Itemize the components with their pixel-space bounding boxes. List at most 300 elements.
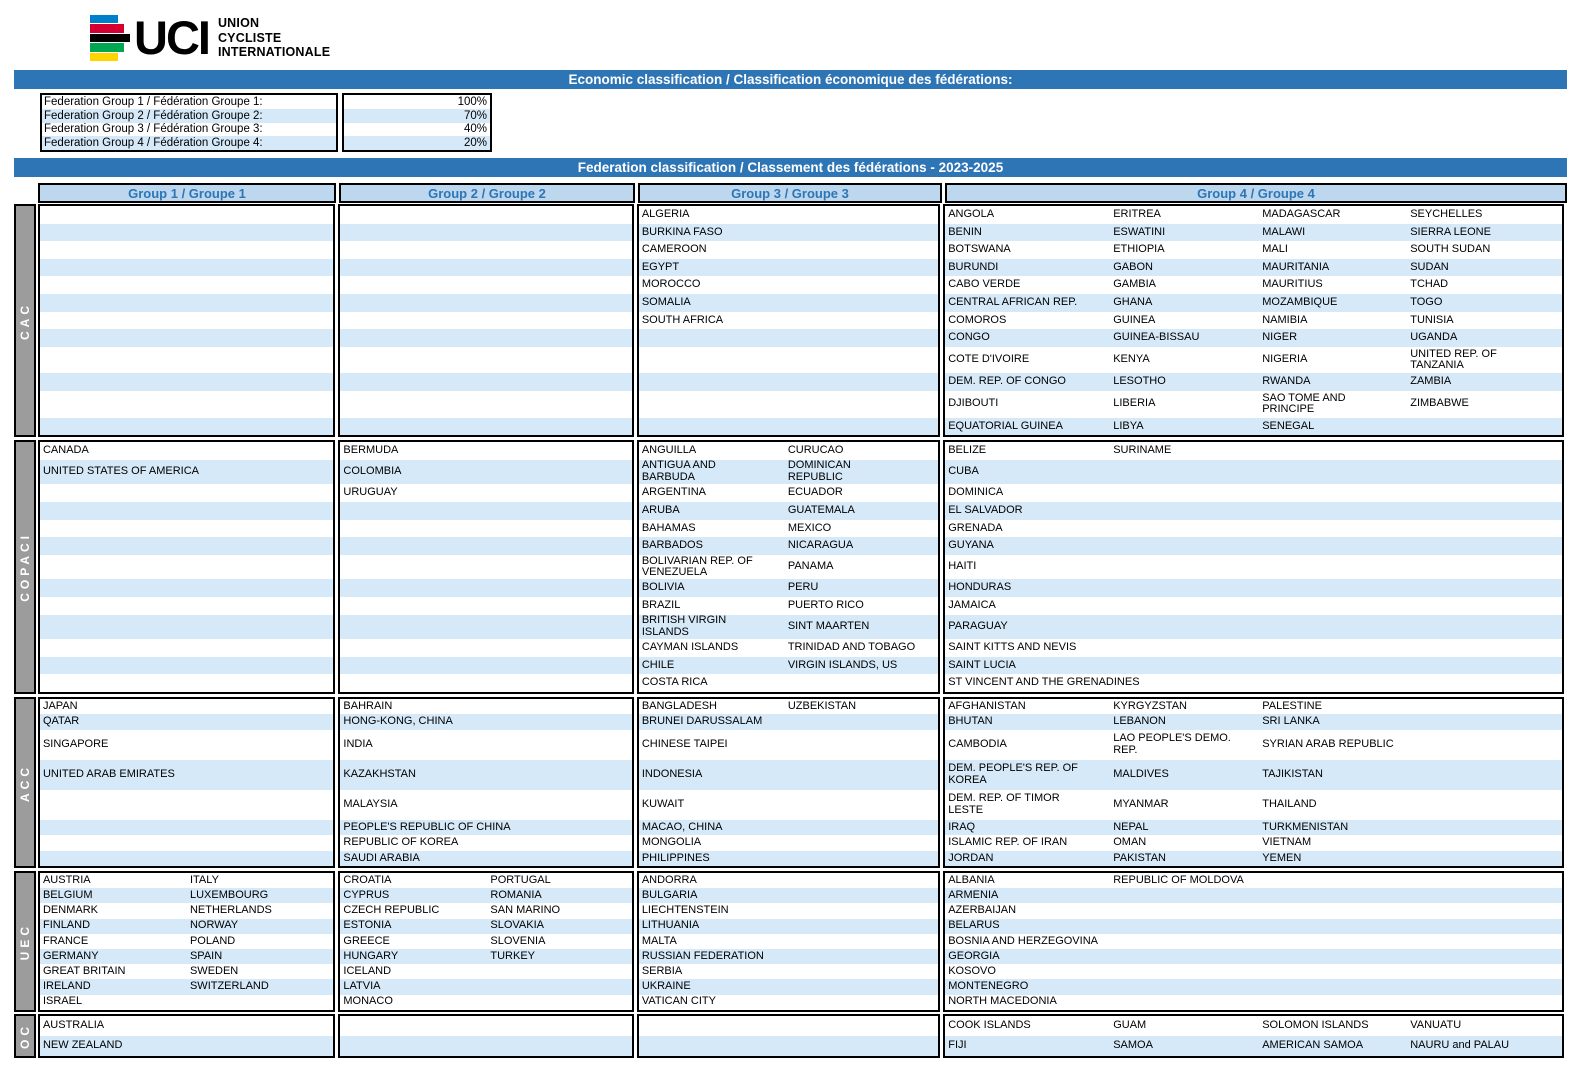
economic-row-label: Federation Group 4 / Fédération Groupe 4: xyxy=(42,136,336,150)
federation-row xyxy=(639,730,938,760)
federation-row xyxy=(945,903,1562,918)
country-cell: LIECHTENSTEIN xyxy=(641,904,729,917)
country-cell: GUYANA xyxy=(948,539,994,552)
group-2-header: Group 2 / Groupe 2 xyxy=(339,183,635,203)
federation-row xyxy=(40,259,333,277)
federation-row xyxy=(40,329,333,347)
country-cell: SWEDEN xyxy=(189,965,239,978)
flag-stripe-blue xyxy=(90,15,118,24)
country-cell: CHILE xyxy=(641,658,675,671)
federation-row xyxy=(945,391,1562,418)
country-cell: MOROCCO xyxy=(641,278,701,291)
federation-row xyxy=(340,1036,631,1056)
federation-row xyxy=(945,460,1562,484)
country-cell: GERMANY xyxy=(42,949,99,962)
country-cell: KENYA xyxy=(1113,353,1150,366)
country-cell: LIBERIA xyxy=(1113,397,1156,410)
federation-row xyxy=(639,979,938,994)
country-cell: SPAIN xyxy=(189,949,223,962)
federation-row xyxy=(639,224,938,242)
federation-row xyxy=(340,714,631,729)
country-cell: JAMAICA xyxy=(948,599,996,612)
federation-row xyxy=(340,995,631,1010)
country-cell: GHANA xyxy=(1113,296,1153,309)
country-cell: OMAN xyxy=(1113,836,1147,849)
federation-row xyxy=(340,979,631,994)
federation-row xyxy=(340,224,631,242)
country-cell: MEXICO xyxy=(787,521,832,534)
federation-row xyxy=(340,520,631,538)
federation-row xyxy=(639,639,938,657)
country-cell: LITHUANIA xyxy=(641,919,700,932)
federation-row xyxy=(945,347,1562,374)
federation-row xyxy=(945,979,1562,994)
country-cell: GABON xyxy=(1113,260,1153,273)
country-cell: CYPRUS xyxy=(343,889,390,902)
federation-row xyxy=(40,995,333,1010)
group-3-header: Group 3 / Groupe 3 xyxy=(638,183,942,203)
federation-row xyxy=(639,276,938,294)
federation-row xyxy=(340,639,631,657)
federation-row xyxy=(340,502,631,520)
country-cell: ZAMBIA xyxy=(1410,375,1452,388)
cac-group-2-cell xyxy=(338,204,633,437)
country-cell: TRINIDAD AND TOBAGO xyxy=(787,640,916,653)
federation-row xyxy=(639,555,938,579)
country-cell: MALAWI xyxy=(1262,225,1306,238)
country-cell: MALDIVES xyxy=(1113,768,1169,781)
country-cell: MYANMAR xyxy=(1113,798,1169,811)
country-cell: DJIBOUTI xyxy=(948,397,999,410)
federation-row xyxy=(40,442,333,460)
federation-row xyxy=(40,979,333,994)
federation-row xyxy=(945,730,1562,760)
economic-classification-header: Economic classification / Classification économique des fédérations: xyxy=(14,70,1567,89)
country-cell: FRANCE xyxy=(42,934,89,947)
country-cell: LATVIA xyxy=(343,980,381,993)
economic-row-value: 20% xyxy=(344,136,490,150)
group-header-row xyxy=(14,183,1567,203)
country-cell: DOMINICAN REPUBLIC xyxy=(787,459,851,483)
uec-group-2-cell xyxy=(338,871,633,1012)
country-cell: CABO VERDE xyxy=(948,278,1021,291)
federation-row xyxy=(639,873,938,888)
federation-row xyxy=(40,294,333,312)
country-cell: SOLOMON ISLANDS xyxy=(1262,1018,1369,1031)
federation-row xyxy=(639,1036,938,1056)
federation-classification-header: Federation classification / Classement des fédérations - 2023-2025 xyxy=(14,158,1567,177)
federation-row xyxy=(945,206,1562,224)
federation-row xyxy=(945,373,1562,391)
section-oc xyxy=(14,1014,1567,1058)
federation-row xyxy=(40,484,333,502)
country-cell: MOZAMBIQUE xyxy=(1262,296,1338,309)
federation-row xyxy=(40,615,333,639)
federation-row xyxy=(945,1016,1562,1036)
country-cell: GAMBIA xyxy=(1113,278,1157,291)
country-cell: GRENADA xyxy=(948,521,1003,534)
country-cell: ECUADOR xyxy=(787,486,843,499)
federation-row xyxy=(945,615,1562,639)
country-cell: ROMANIA xyxy=(490,889,542,902)
federation-row xyxy=(340,674,631,692)
federation-row xyxy=(340,934,631,949)
federation-row xyxy=(945,555,1562,579)
section-uec xyxy=(14,871,1567,1012)
federation-row xyxy=(40,502,333,520)
federation-row xyxy=(40,760,333,790)
country-cell: NICARAGUA xyxy=(787,539,854,552)
federation-row xyxy=(639,206,938,224)
country-cell: VIETNAM xyxy=(1262,836,1312,849)
country-cell: UNITED ARAB EMIRATES xyxy=(42,768,175,781)
group-1-header: Group 1 / Groupe 1 xyxy=(38,183,336,203)
country-cell: CONGO xyxy=(948,331,990,344)
federation-row xyxy=(340,579,631,597)
country-cell: MAURITANIA xyxy=(1262,260,1330,273)
country-cell: BERMUDA xyxy=(343,444,399,457)
economic-row-label: Federation Group 1 / Fédération Groupe 1: xyxy=(44,95,263,108)
oc-group-2-cell xyxy=(338,1014,633,1058)
country-cell: ICELAND xyxy=(343,965,392,978)
country-cell: YEMEN xyxy=(1262,851,1302,864)
section-acc xyxy=(14,697,1567,868)
federation-row xyxy=(945,502,1562,520)
country-cell: CANADA xyxy=(42,444,89,457)
flag-stripe-red xyxy=(90,24,124,33)
federation-row xyxy=(340,1016,631,1036)
country-cell: LESOTHO xyxy=(1113,375,1166,388)
country-cell: MALTA xyxy=(641,934,677,947)
country-cell: UZBEKISTAN xyxy=(787,700,857,713)
section-label-text: OC xyxy=(17,1022,32,1049)
federation-row xyxy=(340,888,631,903)
country-cell: RUSSIAN FEDERATION xyxy=(641,949,764,962)
country-cell: DEM. REP. OF TIMOR LESTE xyxy=(948,792,1060,816)
acc-group-1-cell xyxy=(38,697,335,868)
country-cell: BANGLADESH xyxy=(641,700,718,713)
country-cell: AUSTRIA xyxy=(42,873,91,886)
country-cell: ANGOLA xyxy=(948,208,995,221)
federation-row xyxy=(40,537,333,555)
federation-row xyxy=(639,241,938,259)
federation-row xyxy=(945,418,1562,436)
country-cell: UKRAINE xyxy=(641,980,691,993)
country-cell: SINGAPORE xyxy=(42,738,109,751)
federation-row xyxy=(340,730,631,760)
country-cell: SYRIAN ARAB REPUBLIC xyxy=(1262,738,1394,751)
federation-row xyxy=(945,835,1562,850)
country-cell: ARUBA xyxy=(641,503,680,516)
federation-row xyxy=(340,919,631,934)
country-cell: NIGERIA xyxy=(1262,353,1308,366)
federation-row xyxy=(945,312,1562,330)
country-cell: JAPAN xyxy=(42,700,78,713)
country-cell: SLOVENIA xyxy=(490,934,546,947)
federation-row xyxy=(639,699,938,714)
federation-row xyxy=(945,919,1562,934)
federation-row xyxy=(340,555,631,579)
country-cell: MAURITIUS xyxy=(1262,278,1323,291)
federation-row xyxy=(340,537,631,555)
federation-row xyxy=(945,639,1562,657)
country-cell: SAO TOME AND PRINCIPE xyxy=(1262,391,1346,416)
federation-row xyxy=(945,934,1562,949)
country-cell: DOMINICA xyxy=(948,486,1004,499)
country-cell: GREECE xyxy=(343,934,390,947)
federation-row xyxy=(945,760,1562,790)
uci-logo xyxy=(90,13,330,63)
federation-row xyxy=(945,657,1562,675)
section-label-text: CAC xyxy=(17,301,32,340)
federation-row xyxy=(340,790,631,820)
country-cell: NAMIBIA xyxy=(1262,313,1308,326)
country-cell: MADAGASCAR xyxy=(1262,208,1341,221)
country-cell: GUINEA-BISSAU xyxy=(1113,331,1200,344)
federation-row xyxy=(40,903,333,918)
federation-row xyxy=(340,391,631,418)
copaci-group-3-cell xyxy=(637,440,940,694)
country-cell: BURKINA FASO xyxy=(641,225,723,238)
country-cell: TAJIKISTAN xyxy=(1262,768,1323,781)
country-cell: BOSNIA AND HERZEGOVINA xyxy=(948,934,1098,947)
federation-row xyxy=(340,347,631,374)
country-cell: AMERICAN SAMOA xyxy=(1262,1038,1364,1051)
country-cell: IRAQ xyxy=(948,820,976,833)
federation-row xyxy=(340,760,631,790)
country-cell: SIERRA LEONE xyxy=(1410,225,1491,238)
country-cell: PARAGUAY xyxy=(948,619,1008,632)
section-label-text: ACC xyxy=(17,763,32,802)
country-cell: SURINAME xyxy=(1113,444,1172,457)
country-cell: KUWAIT xyxy=(641,798,685,811)
federation-row xyxy=(340,460,631,484)
federation-row xyxy=(340,873,631,888)
uec-group-4-cell xyxy=(943,871,1564,1012)
copaci-group-4-cell xyxy=(943,440,1564,694)
country-cell: CENTRAL AFRICAN REP. xyxy=(948,296,1078,309)
flag-stripe-black xyxy=(90,34,130,43)
country-cell: EQUATORIAL GUINEA xyxy=(948,419,1063,432)
federation-row xyxy=(639,347,938,374)
country-cell: BELIZE xyxy=(948,444,987,457)
country-cell: CAYMAN ISLANDS xyxy=(641,640,739,653)
federation-row xyxy=(40,657,333,675)
country-cell: SAMOA xyxy=(1113,1038,1153,1051)
country-cell: POLAND xyxy=(189,934,236,947)
country-cell: URUGUAY xyxy=(343,486,398,499)
country-cell: IRELAND xyxy=(42,980,91,993)
federation-row xyxy=(340,442,631,460)
cac-group-1-cell xyxy=(38,204,335,437)
federation-row xyxy=(340,964,631,979)
country-cell: JORDAN xyxy=(948,851,994,864)
federation-row xyxy=(639,597,938,615)
federation-row xyxy=(639,714,938,729)
federation-row xyxy=(639,903,938,918)
country-cell: EL SALVADOR xyxy=(948,503,1023,516)
federation-row xyxy=(639,294,938,312)
federation-row xyxy=(40,873,333,888)
federation-row xyxy=(340,312,631,330)
country-cell: ITALY xyxy=(189,873,219,886)
federation-row xyxy=(340,949,631,964)
federation-row xyxy=(40,1036,333,1056)
federation-row xyxy=(340,699,631,714)
country-cell: DENMARK xyxy=(42,904,98,917)
federation-row xyxy=(40,1016,333,1036)
country-cell: KYRGYZSTAN xyxy=(1113,700,1187,713)
country-cell: DEM. PEOPLE'S REP. OF KOREA xyxy=(948,762,1078,786)
federation-row xyxy=(639,851,938,866)
section-label-cac xyxy=(14,204,36,437)
country-cell: COTE D'IVOIRE xyxy=(948,353,1030,366)
country-cell: SAINT LUCIA xyxy=(948,658,1016,671)
federation-row xyxy=(340,597,631,615)
country-cell: BHUTAN xyxy=(948,715,993,728)
federation-row xyxy=(40,790,333,820)
federation-row xyxy=(40,460,333,484)
federation-row xyxy=(340,276,631,294)
country-cell: CURUCAO xyxy=(787,444,844,457)
economic-table-values xyxy=(342,93,492,152)
country-cell: ALBANIA xyxy=(948,873,995,886)
country-cell: BURUNDI xyxy=(948,260,999,273)
country-cell: INDONESIA xyxy=(641,768,703,781)
cac-group-4-cell xyxy=(943,204,1564,437)
economic-row-label: Federation Group 2 / Fédération Groupe 2: xyxy=(42,109,336,123)
country-cell: DEM. REP. OF CONGO xyxy=(948,375,1066,388)
country-cell: PERU xyxy=(787,581,819,594)
federation-row xyxy=(945,851,1562,866)
federation-row xyxy=(945,873,1562,888)
country-cell: GREAT BRITAIN xyxy=(42,965,126,978)
country-cell: COLOMBIA xyxy=(343,465,402,478)
country-cell: FIJI xyxy=(948,1038,967,1051)
federation-row xyxy=(639,934,938,949)
country-cell: REPUBLIC OF KOREA xyxy=(343,836,459,849)
federation-row xyxy=(639,964,938,979)
country-cell: ZIMBABWE xyxy=(1410,397,1469,410)
country-cell: UGANDA xyxy=(1410,331,1458,344)
country-cell: SEYCHELLES xyxy=(1410,208,1483,221)
country-cell: PALESTINE xyxy=(1262,700,1322,713)
federation-row xyxy=(40,949,333,964)
country-cell: ANDORRA xyxy=(641,873,697,886)
country-cell: SOUTH AFRICA xyxy=(641,313,724,326)
country-cell: RWANDA xyxy=(1262,375,1311,388)
federation-row xyxy=(945,674,1562,692)
federation-row xyxy=(639,502,938,520)
country-cell: PAKISTAN xyxy=(1113,851,1166,864)
country-cell: SAN MARINO xyxy=(490,904,561,917)
cac-group-3-cell xyxy=(637,204,940,437)
federation-row xyxy=(639,674,938,692)
country-cell: CROATIA xyxy=(343,873,392,886)
federation-row xyxy=(945,259,1562,277)
country-cell: SERBIA xyxy=(641,965,683,978)
federation-row xyxy=(945,699,1562,714)
country-cell: PHILIPPINES xyxy=(641,851,710,864)
country-cell: BOLIVARIAN REP. OF VENEZUELA xyxy=(641,554,753,579)
country-cell: ESTONIA xyxy=(343,919,392,932)
federation-row xyxy=(40,373,333,391)
country-cell: KAZAKHSTAN xyxy=(343,768,416,781)
group-4-header: Group 4 / Groupe 4 xyxy=(945,183,1567,203)
country-cell: EGYPT xyxy=(641,260,680,273)
country-cell: SENEGAL xyxy=(1262,419,1315,432)
federation-row xyxy=(340,657,631,675)
country-cell: BELARUS xyxy=(948,919,1000,932)
federation-row xyxy=(40,835,333,850)
economic-row-value: 70% xyxy=(344,109,490,123)
country-cell: MONACO xyxy=(343,995,393,1008)
federation-row xyxy=(639,442,938,460)
country-cell: NAURU and PALAU xyxy=(1410,1038,1510,1051)
country-cell: VATICAN CITY xyxy=(641,995,716,1008)
oc-group-4-cell xyxy=(943,1014,1564,1058)
uci-logo-text: UCI xyxy=(134,11,209,64)
country-cell: NORTH MACEDONIA xyxy=(948,995,1057,1008)
federation-row xyxy=(40,934,333,949)
country-cell: TURKMENISTAN xyxy=(1262,820,1349,833)
country-cell: QATAR xyxy=(42,715,80,728)
federation-row xyxy=(40,888,333,903)
country-cell: TURKEY xyxy=(490,949,536,962)
federation-row xyxy=(945,224,1562,242)
federation-row xyxy=(945,579,1562,597)
oc-group-1-cell xyxy=(38,1014,335,1058)
economic-table-labels xyxy=(40,93,338,152)
federation-row xyxy=(639,919,938,934)
federation-row xyxy=(40,555,333,579)
federation-row xyxy=(945,790,1562,820)
federation-row xyxy=(340,835,631,850)
economic-row-value: 40% xyxy=(463,123,487,136)
federation-row xyxy=(40,597,333,615)
federation-row xyxy=(340,373,631,391)
federation-row xyxy=(639,520,938,538)
uci-flag-stripes-icon xyxy=(90,15,132,62)
country-cell: PEOPLE'S REPUBLIC OF CHINA xyxy=(343,820,511,833)
section-label-oc xyxy=(14,1014,36,1058)
section-label-acc xyxy=(14,697,36,868)
country-cell: BAHAMAS xyxy=(641,521,696,534)
country-cell: ISRAEL xyxy=(42,995,83,1008)
federation-row xyxy=(40,579,333,597)
country-cell: COMOROS xyxy=(948,313,1007,326)
federation-row xyxy=(945,276,1562,294)
country-cell: CHINESE TAIPEI xyxy=(641,738,728,751)
federation-row xyxy=(40,919,333,934)
federation-row xyxy=(639,259,938,277)
country-cell: SAINT KITTS AND NEVIS xyxy=(948,640,1077,653)
country-cell: ERITREA xyxy=(1113,208,1161,221)
federation-row xyxy=(40,276,333,294)
uec-group-1-cell xyxy=(38,871,335,1012)
economic-row-value: 100% xyxy=(457,95,487,108)
country-cell: BOTSWANA xyxy=(948,243,1011,256)
federation-row xyxy=(945,1036,1562,1056)
economic-row-label: Federation Group 3 / Fédération Groupe 3: xyxy=(44,123,263,136)
federation-row xyxy=(40,674,333,692)
federation-row xyxy=(945,329,1562,347)
country-cell: NEPAL xyxy=(1113,820,1149,833)
country-cell: SINT MAARTEN xyxy=(787,619,870,632)
country-cell: BAHRAIN xyxy=(343,700,393,713)
federation-row xyxy=(340,418,631,436)
federation-row xyxy=(639,537,938,555)
